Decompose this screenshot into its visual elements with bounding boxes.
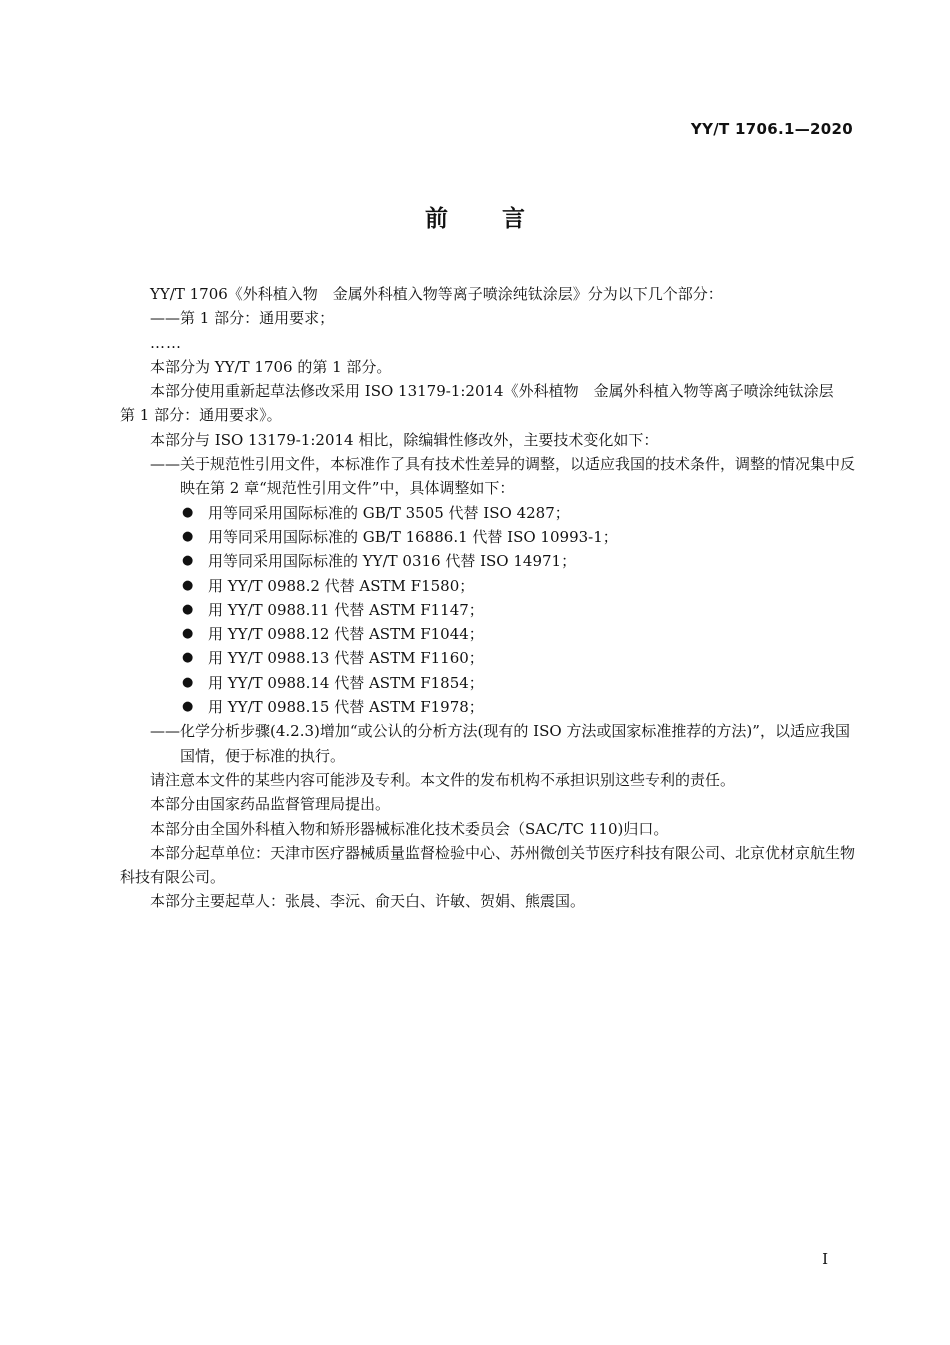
change-item-chemical-analysis: ——化学分析步骤(4.2.3)增加“或公认的分析方法(现有的 ISO 方法或国家标准推荐的方法)”，以适应我国国情，便于标准的执行。 bbox=[150, 722, 850, 765]
list-item: ● 用等同采用国际标准的 YY/T 0316 代替 ISO 14971； bbox=[120, 549, 858, 573]
intro-paragraph: YY/T 1706《外科植入物 金属外科植入物等离子喷涂纯钛涂层》分为以下几个部分： bbox=[150, 285, 723, 303]
patent-notice: 请注意本文件的某些内容可能涉及专利。本文件的发布机构不承担识别这些专利的责任。 bbox=[150, 770, 736, 789]
change-item-references: ——关于规范性引用文件，本标准作了具有技术性差异的调整，以适应我国的技术条件，调整的情况集中反映在第 2 章“规范性引用文件”中，具体调整如下： bbox=[150, 455, 856, 498]
foreword-content bbox=[120, 282, 858, 914]
adoption-paragraph: 本部分使用重新起草法修改采用 ISO 13179-1:2014《外科植物 金属外科植入物等离子喷涂纯钛涂层 第 1 部分：通用要求》。 bbox=[120, 382, 849, 425]
centralized-by: 本部分由全国外科植入物和矫形器械标准化技术委员会（SAC/TC 110)归口。 bbox=[150, 819, 669, 838]
list-item: ● 用 YY/T 0988.12 代替 ASTM F1044； bbox=[120, 622, 858, 646]
reference-replacement-list bbox=[120, 501, 858, 720]
list-item: ● 用 YY/T 0988.13 代替 ASTM F1160； bbox=[120, 646, 858, 670]
page-title: 前言 bbox=[425, 206, 579, 232]
list-item: ● 用 YY/T 0988.2 代替 ASTM F1580； bbox=[120, 574, 858, 598]
list-item: ● 用等同采用国际标准的 GB/T 3505 代替 ISO 4287； bbox=[120, 501, 858, 525]
drafting-units: 本部分起草单位：天津市医疗器械质量监督检验中心、苏州微创关节医疗科技有限公司、北京优材京航生物科技有限公司。 bbox=[120, 843, 856, 887]
page-number: I bbox=[822, 1250, 828, 1268]
list-item: ● 用等同采用国际标准的 GB/T 16886.1 代替 ISO 10993-1； bbox=[120, 525, 858, 549]
standard-number: YY/T 1706.1—2020 bbox=[690, 120, 853, 138]
list-item: ● 用 YY/T 0988.14 代替 ASTM F1854； bbox=[120, 671, 858, 695]
ellipsis: …… bbox=[150, 333, 182, 352]
list-item: ● 用 YY/T 0988.15 代替 ASTM F1978； bbox=[120, 695, 858, 719]
proposed-by: 本部分由国家药品监督管理局提出。 bbox=[150, 795, 391, 814]
changes-intro-paragraph: 本部分与 ISO 13179-1:2014 相比，除编辑性修改外，主要技术变化如下： bbox=[150, 430, 659, 449]
drafters: 本部分主要起草人：张晨、李沅、俞天白、许敏、贺娟、熊震国。 bbox=[150, 892, 586, 911]
part-list-item: ——第 1 部分：通用要求； bbox=[150, 309, 335, 328]
list-item: ● 用 YY/T 0988.11 代替 ASTM F1147； bbox=[120, 598, 858, 622]
this-part-paragraph: 本部分为 YY/T 1706 的第 1 部分。 bbox=[150, 357, 392, 376]
